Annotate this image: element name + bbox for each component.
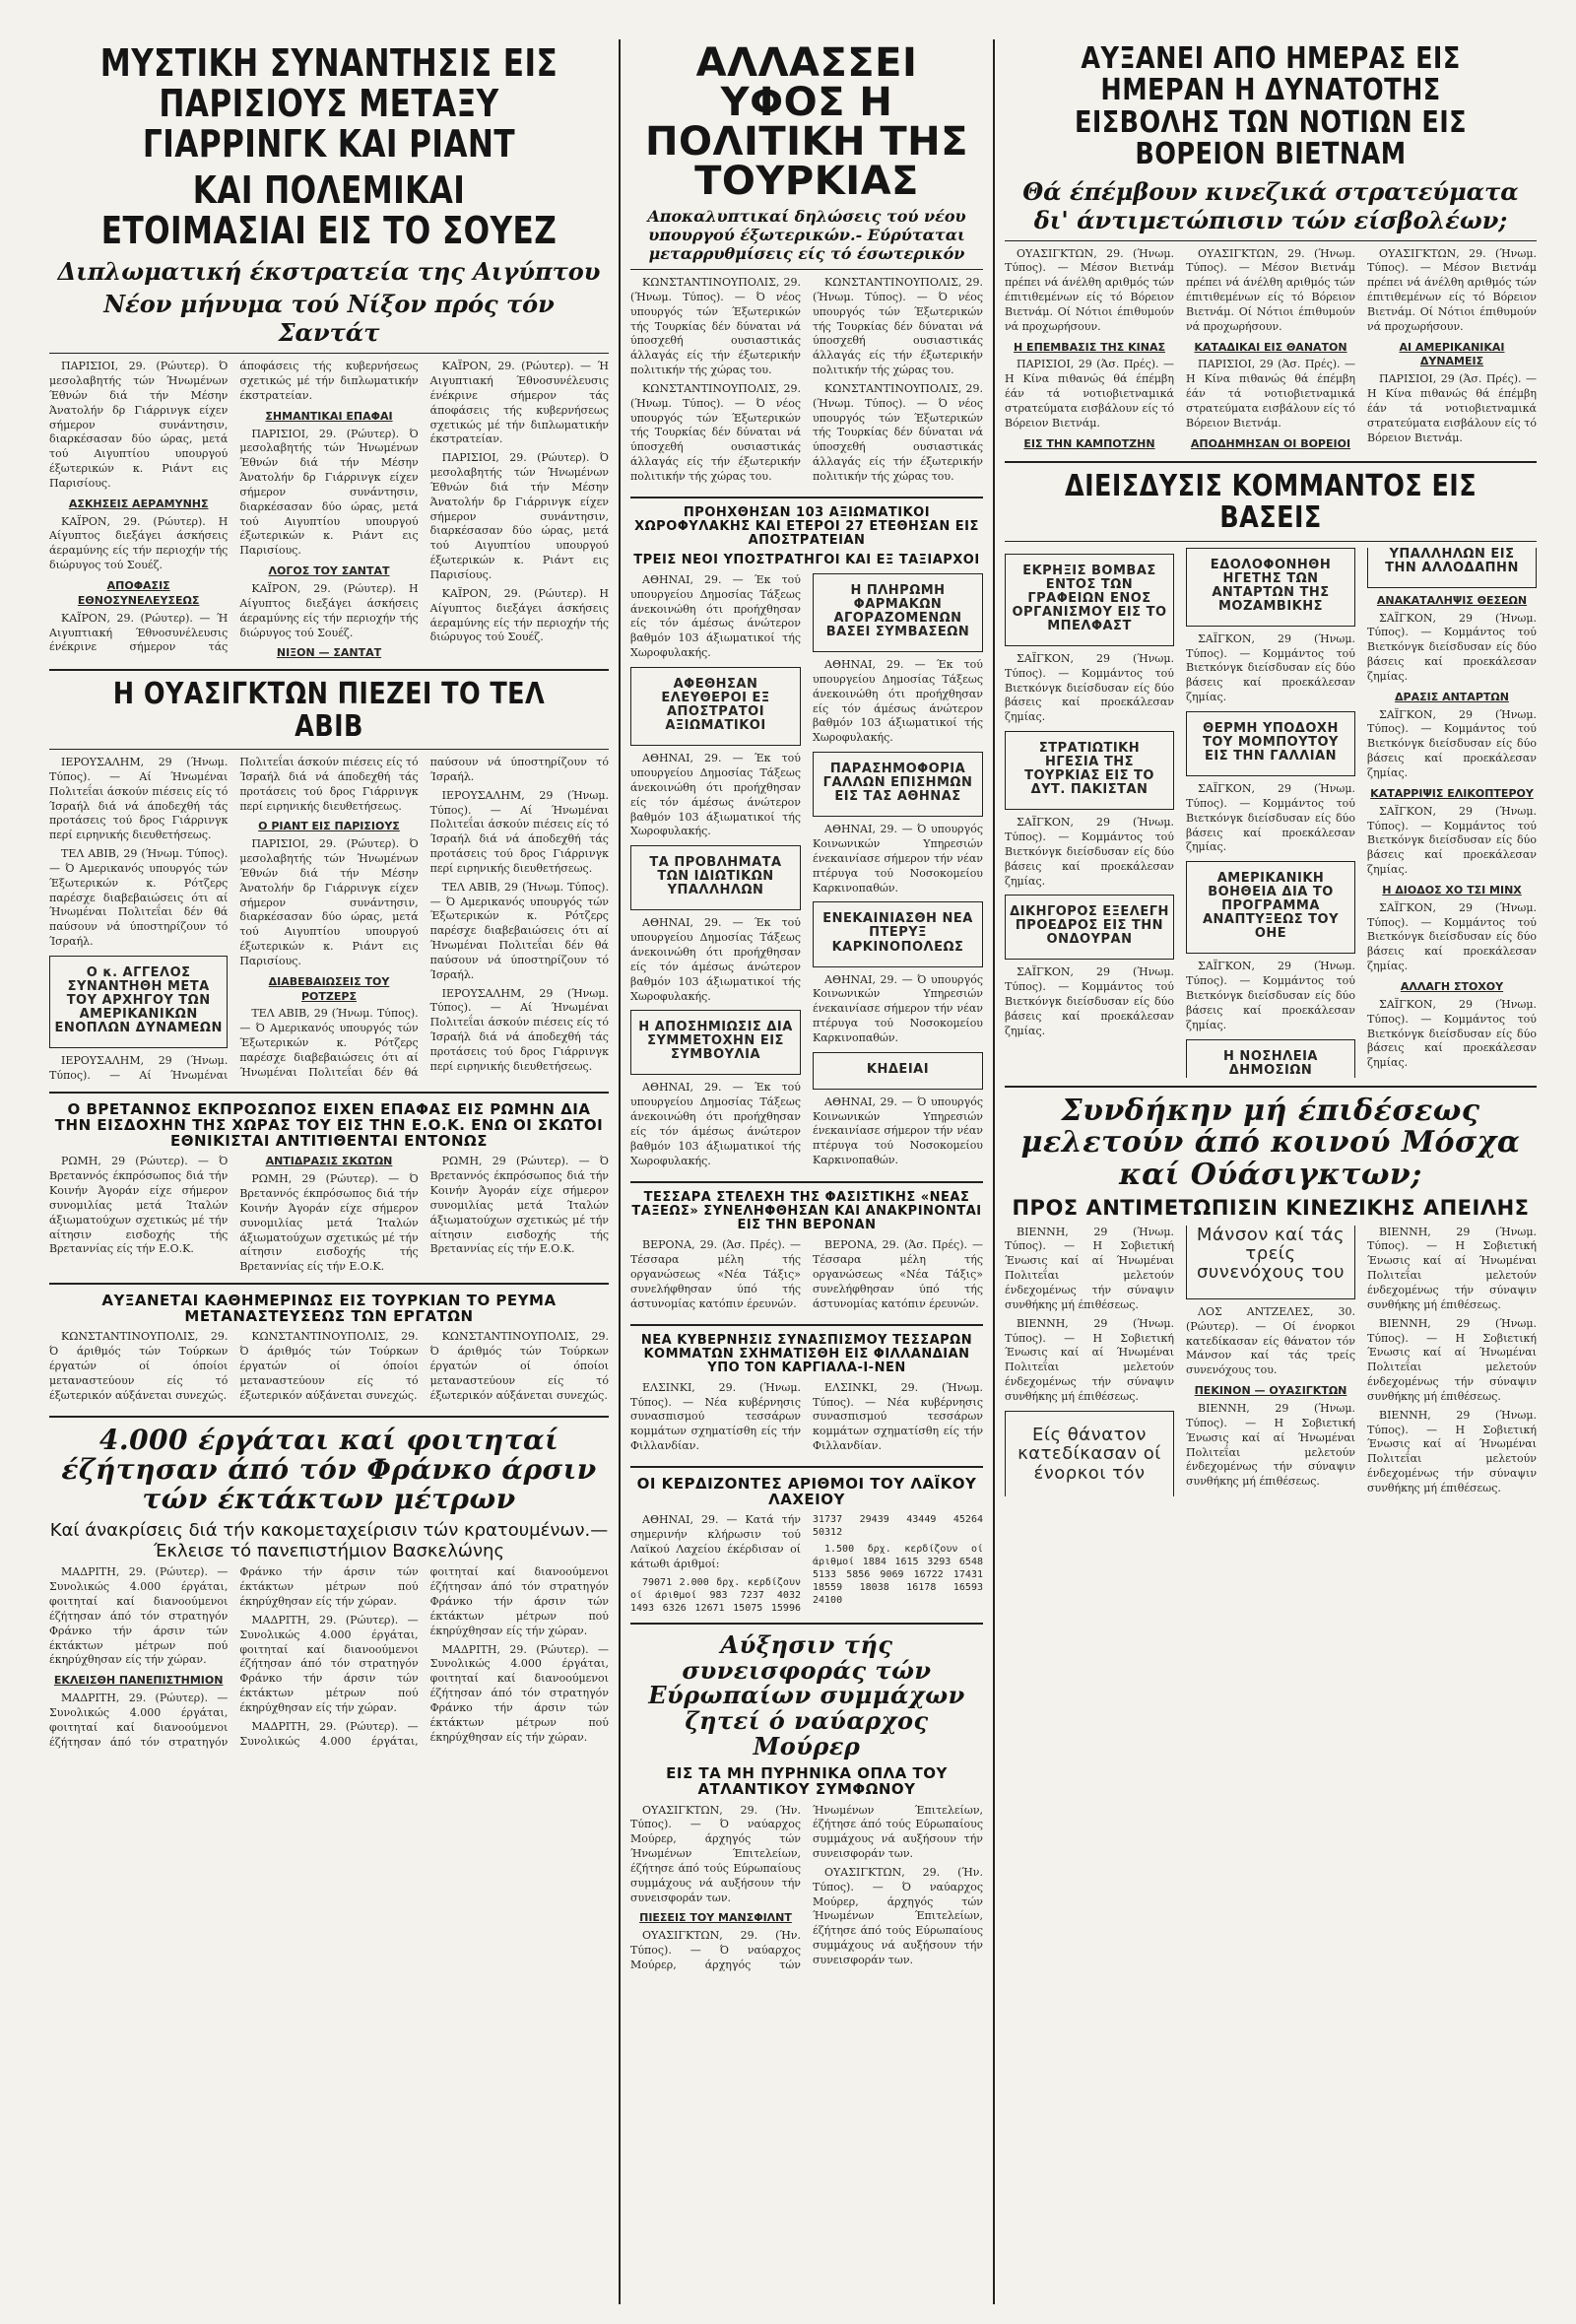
article-lottery: ΑΘΗΝΑΙ, 29. — Κατά τήν σημερινήν κλήρωσιν τού Λαϊκού Λαχείου έκέρδισαν οί κάτωθι άριθμοί: 79071 2.000 δρχ. κερδίζουν οί άριθμοί 983 7237 4032 1493 6326 12671 15075 15996 31737 29439 43449 45264 50312 1.500 δρχ. κερδίζουν οί άριθμοί 1884 1615 3293 6548 5133 5856 9069 16722 17431 18559 18038 16178 16593 24100 — [630, 1513, 983, 1614]
headline-moorer: Αύξησιν τής συνεισφοράς τών Εύρωπαίων συμμάχων ζητεί ό ναύαρχος Μούρερ — [648, 1629, 965, 1761]
article-paris-meeting: ΠΑΡΙΣΙΟΙ, 29. (Ρώυτερ). Ό μεσολαβητής τών Ήνωμένων Έθνών διά τήν Μέσην Άνατολήν δρ Γιάρρινγκ είχεν σήμερον συνάντησιν, διαρκέσασαν δύο ώρας, μετά τού Αιγυπτίου υπουργού έξωτερικών κ. Ριάντ εις Παρισίους. ΑΣΚΗΣΕΙΣ ΑΕΡΑΜΥΝΗΣ ΚΑΪΡΟΝ, 29. (Ρώυτερ). Η Αίγυπτος διεξάγει άσκήσεις άεραμύνης είς τήν περιοχήν τής διώρυγος τού Σουέζ. ΑΠΟΦΑΣΙΣ ΕΘΝΟΣΥΝΕΛΕΥΣΕΩΣ ΚΑΪΡΟΝ, 29. (Ρώυτερ). — Ή Αιγυπτιακή Έθνοσυνέλευσις ένέκρινε σήμερον τάς άποφάσεις τής κυβερνήσεως σχετικώς μέ τήν διπλωματικήν έκστρατείαν. ΣΗΜΑΝΤΙΚΑΙ ΕΠΑΦΑΙ ΠΑΡΙΣΙΟΙ, 29. (Ρώυτερ). Ό μεσολαβητής τών Ήνωμένων Έθνών διά τήν Μέσην Άνατολήν δρ Γιάρρινγκ είχεν σήμερον συνάντησιν, διαρκέσασαν δύο ώρας, μετά τού Αιγυπτίου υπουργού έξωτερικών κ. Ριάντ εις Παρισίους. ΛΟΓΟΣ ΤΟΥ ΣΑΝΤΑΤ ΚΑΪΡΟΝ, 29. (Ρώυτερ). Η Αίγυπτος διεξάγει άσκήσεις άεραμύνης είς τήν περιοχήν τής διώρυγος τού Σουέζ. ΝΙΞΟΝ — ΣΑΝΤΑΤ ΚΑΪΡΟΝ, 29. (Ρώυτερ). — Ή Αιγυπτιακή Έθνοσυνέλευσις ένέκρινε σήμερον τάς άποφάσεις τής κυβερνήσεως σχετικώς μέ τήν διπλωματικήν έκστρατείαν. ΠΑΡΙΣΙΟΙ, 29. (Ρώυτερ). Ό μεσολαβητής τών Ήνωμένων Έθνών διά τήν Μέσην Άνατολήν δρ Γιάρρινγκ είχεν σήμερον συνάντησιν, διαρκέσασαν δύο ώρας, μετά τού Αιγυπτίου υπουργού έξωτερικών κ. Ριάντ εις Παρισίους. ΚΑΪΡΟΝ, 29. (Ρώυτερ). Η Αίγυπτος διεξάγει άσκήσεις άεραμύνης είς τήν περιοχήν τής διώρυγος τού Σουέζ. — [49, 360, 609, 660]
subhead-franco: Καί άνακρίσεις διά τήν κακομεταχείρισιν τών κρατουμένων.—Έκλεισε τό πανεπιστήμιον Βασκελώνης — [49, 1520, 609, 1562]
divider — [49, 669, 609, 671]
boxed-headline-funerals: ΚΗΔΕΙΑΙ — [813, 1052, 983, 1090]
boxed-headline-hospital: ΕΝΕΚΑΙΝΙΑΣΘΗ ΝΕΑ ΠΤΕΡΥΞ ΚΑΡΚΙΝΟΠΟΛΕΩΣ — [813, 901, 983, 966]
article-moscow-washington: ΒΙΕΝΝΗ, 29 (Ήνωμ. Τύπος). — Η Σοβιετική Ένωσις καί αί Ήνωμέναι Πολιτεΐαι μελετούν ένδεχομένως τήν σύναψιν συνθήκης μή έπιθέσεως. ΒΙΕΝΝΗ, 29 (Ήνωμ. Τύπος). — Η Σοβιετική Ένωσις καί αί Ήνωμέναι Πολιτεΐαι μελετούν ένδεχομένως τήν σύναψιν συνθήκης μή έπιθέσεως. Είς θάνατον κατεδίκασαν οί ένορκοι τόν Μάνσον καί τάς τρείς συνενόχους του ΛΟΣ ΑΝΤΖΕΛΕΣ, 30. (Ρώυτερ). — Οί ένορκοι κατεδίκασαν είς θάνατον τόν Μάνσον καί τάς τρείς συνενόχους του. ΠΕΚΙΝΟΝ — ΟΥΑΣΙΓΚΤΩΝ ΒΙΕΝΝΗ, 29 (Ήνωμ. Τύπος). — Η Σοβιετική Ένωσις καί αί Ήνωμέναι Πολιτεΐαι μελετούν ένδεχομένως τήν σύναψιν συνθήκης μή έπιθέσεως. ΒΙΕΝΝΗ, 29 (Ήνωμ. Τύπος). — Η Σοβιετική Ένωσις καί αί Ήνωμέναι Πολιτεΐαι μελετούν ένδεχομένως τήν σύναψιν συνθήκης μή έπιθέσεως. ΒΙΕΝΝΗ, 29 (Ήνωμ. Τύπος). — Η Σοβιετική Ένωσις καί αί Ήνωμέναι Πολιτεΐαι μελετούν ένδεχομένως τήν σύναψιν συνθήκης μή έπιθέσεως. ΒΙΕΝΝΗ, 29 (Ήνωμ. Τύπος). — Η Σοβιετική Ένωσις καί αί Ήνωμέναι Πολιτεΐαι μελετούν ένδεχομένως τήν σύναψιν συνθήκης μή έπιθέσεως. — [1005, 1224, 1537, 1494]
article-vietnam: ΟΥΑΣΙΓΚΤΩΝ, 29. (Ήνωμ. Τύπος). — Μέσον Βιετνάμ πρέπει νά άνέλθη αριθμός τών έπιτιθεμένων είς τό Βόρειον Βιετνάμ. Οί Νότιοι έπιθυμούν νά προχωρήσουν. Η ΕΠΕΜΒΑΣΙΣ ΤΗΣ ΚΙΝΑΣ ΠΑΡΙΣΙΟΙ, 29 (Άσ. Πρές). — Η Κίνα πιθανώς θά έπέμβη έάν τά νοτιοβιετναμικά στρατεύματα εισβάλουν είς τό Βόρειον Βιετνάμ. ΕΙΣ ΤΗΝ ΚΑΜΠΟΤΖΗΝ ΟΥΑΣΙΓΚΤΩΝ, 29. (Ήνωμ. Τύπος). — Μέσον Βιετνάμ πρέπει νά άνέλθη αριθμός τών έπιτιθεμένων είς τό Βόρειον Βιετνάμ. Οί Νότιοι έπιθυμούν νά προχωρήσουν. ΚΑΤΑΔΙΚΑΙ ΕΙΣ ΘΑΝΑΤΟΝ ΠΑΡΙΣΙΟΙ, 29 (Άσ. Πρές). — Η Κίνα πιθανώς θά έπέμβη έάν τά νοτιοβιετναμικά στρατεύματα εισβάλουν είς τό Βόρειον Βιετνάμ. ΑΠΟΔΗΜΗΣΑΝ ΟΙ ΒΟΡΕΙΟΙ ΟΥΑΣΙΓΚΤΩΝ, 29. (Ήνωμ. Τύπος). — Μέσον Βιετνάμ πρέπει νά άνέλθη αριθμός τών έπιτιθεμένων είς τό Βόρειον Βιετνάμ. Οί Νότιοι έπιθυμούν νά προχωρήσουν. ΑΙ ΑΜΕΡΙΚΑΝΙΚΑΙ ΔΥΝΑΜΕΙΣ ΠΑΡΙΣΙΟΙ, 29 (Άσ. Πρές). — Η Κίνα πιθανώς θά έπέμβη έάν τά νοτιοβιετναμικά στρατεύματα εισβάλουν είς τό Βόρειον Βιετνάμ. — [1005, 246, 1537, 450]
boxed-headline-manson: Είς θάνατον κατεδίκασαν οί ένορκοι τόν Μάνσον καί τάς τρείς συνενόχους του — [1005, 1226, 1355, 1496]
article-turkish-workers: ΚΩΝΣΤΑΝΤΙΝΟΥΠΟΛΙΣ, 29. Ό άριθμός τών Τούρκων έργατών οί όποίοι μεταναστεύουν είς τό έξωτερικόν αύξάνεται συνεχώς. ΚΩΝΣΤΑΝΤΙΝΟΥΠΟΛΙΣ, 29. Ό άριθμός τών Τούρκων έργατών οί όποίοι μεταναστεύουν είς τό έξωτερικόν αύξάνεται συνεχώς. ΚΩΝΣΤΑΝΤΙΝΟΥΠΟΛΙΣ, 29. Ό άριθμός τών Τούρκων έργατών οί όποίοι μεταναστεύουν είς τό έξωτερικόν αύξάνεται συνεχώς. — [49, 1330, 609, 1402]
article-commandos: ΕΚΡΗΞΙΣ ΒΟΜΒΑΣ ΕΝΤΟΣ ΤΩΝ ΓΡΑΦΕΙΩΝ ΕΝΟΣ ΟΡΓΑΝΙΣΜΟΥ ΕΙΣ ΤΟ ΜΠΕΛΦΑΣΤ ΣΑΪΓΚΟΝ, 29 (Ήνωμ. Τύπος). — Κομμάντος τού Βιετκόνγκ διείσδυσαν είς δύο βάσεις καί προεκάλεσαν ζημίας. ΣΤΡΑΤΙΩΤΙΚΗ ΗΓΕΣΙΑ ΤΗΣ ΤΟΥΡΚΙΑΣ ΕΙΣ ΤΟ ΔΥΤ. ΠΑΚΙΣΤΑΝ ΣΑΪΓΚΟΝ, 29 (Ήνωμ. Τύπος). — Κομμάντος τού Βιετκόνγκ διείσδυσαν είς δύο βάσεις καί προεκάλεσαν ζημίας. ΔΙΚΗΓΟΡΟΣ ΕΞΕΛΕΓΗ ΠΡΟΕΔΡΟΣ ΕΙΣ ΤΗΝ ΟΝΔΟΥΡΑΝ ΣΑΪΓΚΟΝ, 29 (Ήνωμ. Τύπος). — Κομμάντος τού Βιετκόνγκ διείσδυσαν είς δύο βάσεις καί προεκάλεσαν ζημίας. ΕΔΟΛΟΦΟΝΗΘΗ ΗΓΕΤΗΣ ΤΩΝ ΑΝΤΑΡΤΩΝ ΤΗΣ ΜΟΖΑΜΒΙΚΗΣ ΣΑΪΓΚΟΝ, 29 (Ήνωμ. Τύπος). — Κομμάντος τού Βιετκόνγκ διείσδυσαν είς δύο βάσεις καί προεκάλεσαν ζημίας. ΘΕΡΜΗ ΥΠΟΔΟΧΗ ΤΟΥ ΜΟΜΠΟΥΤΟΥ ΕΙΣ ΤΗΝ ΓΑΛΛΙΑΝ ΣΑΪΓΚΟΝ, 29 (Ήνωμ. Τύπος). — Κομμάντος τού Βιετκόνγκ διείσδυσαν είς δύο βάσεις καί προεκάλεσαν ζημίας. ΑΜΕΡΙΚΑΝΙΚΗ ΒΟΗΘΕΙΑ ΔΙΑ ΤΟ ΠΡΟΓΡΑΜΜΑ ΑΝΑΠΤΥΞΕΩΣ ΤΟΥ ΟΗΕ ΣΑΪΓΚΟΝ, 29 (Ήνωμ. Τύπος). — Κομμάντος τού Βιετκόνγκ διείσδυσαν είς δύο βάσεις καί προεκάλεσαν ζημίας. Η ΝΟΣΗΛΕΙΑ ΔΗΜΟΣΙΩΝ ΥΠΑΛΛΗΛΩΝ ΕΙΣ ΤΗΝ ΑΛΛΟΔΑΠΗΝ ΑΝΑΚΑΤΑΛΗΨΙΣ ΘΕΣΕΩΝ ΣΑΪΓΚΟΝ, 29 (Ήνωμ. Τύπος). — Κομμάντος τού Βιετκόνγκ διείσδυσαν είς δύο βάσεις καί προεκάλεσαν ζημίας. ΔΡΑΣΙΣ ΑΝΤΑΡΤΩΝ ΣΑΪΓΚΟΝ, 29 (Ήνωμ. Τύπος). — Κομμάντος τού Βιετκόνγκ διείσδυσαν είς δύο βάσεις καί προεκάλεσαν ζημίας. ΚΑΤΑΡΡΙΨΙΣ ΕΛΙΚΟΠΤΕΡΟΥ ΣΑΪΓΚΟΝ, 29 (Ήνωμ. Τύπος). — Κομμάντος τού Βιετκόνγκ διείσδυσαν είς δύο βάσεις καί προεκάλεσαν ζημίας. Η ΔΙΟΔΟΣ ΧΟ ΤΣΙ ΜΙΝΧ ΣΑΪΓΚΟΝ, 29 (Ήνωμ. Τύπος). — Κομμάντος τού Βιετκόνγκ διείσδυσαν είς δύο βάσεις καί προεκάλεσαν ζημίας. ΑΛΛΑΓΗ ΣΤΟΧΟΥ ΣΑΪΓΚΟΝ, 29 (Ήνωμ. Τύπος). — Κομμάντος τού Βιετκόνγκ διείσδυσαν είς δύο βάσεις καί προεκάλεσαν ζημίας. — [1005, 546, 1537, 1078]
headline-british-eec: Ο ΒΡΕΤΑΝΝΟΣ ΕΚΠΡΟΣΩΠΟΣ ΕΙΧΕΝ ΕΠΑΦΑΣ ΕΙΣ ΡΩΜΗΝ ΔΙΑ ΤΗΝ ΕΙΣΔΟΧΗΝ ΤΗΣ ΧΩΡΑΣ ΤΟΥ ΕΙΣ ΤΗΝ Ε.Ο.Κ. ΕΝΩ ΟΙ ΣΚΩΤΟΙ ΕΘΝΙΚΙΣΤΑΙ ΑΝΤΙΤΙΘΕΝΤΑΙ ΕΝΤΟΝΩΣ — [54, 1099, 604, 1151]
subhead-turkey-policy: Αποκαλυπτικαί δηλώσεις τού νέου υπουργού έξωτερικών.- Εύρύταται μεταρρυθμίσεις είς τό έσωτερικόν — [647, 207, 966, 263]
boxed-headline-civil-servants: Η ΝΟΣΗΛΕΙΑ ΔΗΜΟΣΙΩΝ ΥΠΑΛΛΗΛΩΝ ΕΙΣ ΤΗΝ ΑΛΛΟΔΑΠΗΝ — [1186, 548, 1537, 1078]
subhead-chinese-threat: ΠΡΟΣ ΑΝΤΙΜΕΤΩΠΙΣΙΝ ΚΙΝΕΖΙΚΗΣ ΑΠΕΙΛΗΣ — [1012, 1195, 1530, 1220]
boxed-headline-decorations: ΠΑΡΑΣΗΜΟΦΟΡΙΑ ΓΑΛΛΩΝ ΕΠΙΣΗΜΩΝ ΕΙΣ ΤΑΣ ΑΘΗΝΑΣ — [813, 752, 983, 817]
article-franco: ΜΑΔΡΙΤΗ, 29. (Ρώυτερ). — Συνολικώς 4.000 έργάται, φοιτηταί καί διανοούμενοι έζήτησαν άπό τόν στρατηγόν Φράνκο τήν άρσιν τών έκτάκτων μέτρων πού έκηρύχθησαν είς τήν χώραν. ΕΚΛΕΙΣΘΗ ΠΑΝΕΠΙΣΤΗΜΙΟΝ ΜΑΔΡΙΤΗ, 29. (Ρώυτερ). — Συνολικώς 4.000 έργάται, φοιτηταί καί διανοούμενοι έζήτησαν άπό τόν στρατηγόν Φράνκο τήν άρσιν τών έκτάκτων μέτρων πού έκηρύχθησαν είς τήν χώραν. ΜΑΔΡΙΤΗ, 29. (Ρώυτερ). — Συνολικώς 4.000 έργάται, φοιτηταί καί διανοούμενοι έζήτησαν άπό τόν στρατηγόν Φράνκο τήν άρσιν τών έκτάκτων μέτρων πού έκηρύχθησαν είς τήν χώραν. ΜΑΔΡΙΤΗ, 29. (Ρώυτερ). — Συνολικώς 4.000 έργάται, φοιτηταί καί διανοούμενοι έζήτησαν άπό τόν στρατηγόν Φράνκο τήν άρσιν τών έκτάκτων μέτρων πού έκηρύχθησαν είς τήν χώραν. ΜΑΔΡΙΤΗ, 29. (Ρώυτερ). — Συνολικώς 4.000 έργάται, φοιτηταί καί διανοούμενοι έζήτησαν άπό τόν στρατηγόν Φράνκο τήν άρσιν τών έκτάκτων μέτρων πού έκηρύχθησαν είς τήν χώραν. — [49, 1565, 609, 1749]
article-washington-pressure: ΙΕΡΟΥΣΑΛΗΜ, 29 (Ήνωμ. Τύπος). — Αί Ήνωμέναι Πολιτεΐαι άσκούν πιέσεις είς τό Ίσραήλ διά νά άποδεχθή τάς προτάσεις τού δρος Γιάρρινγκ περί ειρηνικής διευθετήσεως. ΤΕΛ ΑΒΙΒ, 29 (Ήνωμ. Τύπος). — Ό Αμερικανός υπουργός τών Έξωτερικών κ. Ρότζερς παρέσχε διαβεβαιώσεις ότι αί Ήνωμέναι Πολιτεΐαι δέν θά παύσουν νά ύποστηρίζουν τό Ίσραήλ. Ο κ. ΑΓΓΕΛΟΣ ΣΥΝΑΝΤΗΘΗ ΜΕΤΑ ΤΟΥ ΑΡΧΗΓΟΥ ΤΩΝ ΑΜΕΡΙΚΑΝΙΚΩΝ ΕΝΟΠΛΩΝ ΔΥΝΑΜΕΩΝ ΙΕΡΟΥΣΑΛΗΜ, 29 (Ήνωμ. Τύπος). — Αί Ήνωμέναι Πολιτεΐαι άσκούν πιέσεις είς τό Ίσραήλ διά νά άποδεχθή τάς προτάσεις τού δρος Γιάρρινγκ περί ειρηνικής διευθετήσεως. Ο ΡΙΑΝΤ ΕΙΣ ΠΑΡΙΣΙΟΥΣ ΠΑΡΙΣΙΟΙ, 29. (Ρώυτερ). Ό μεσολαβητής τών Ήνωμένων Έθνών διά τήν Μέσην Άνατολήν δρ Γιάρρινγκ είχεν σήμερον συνάντησιν, διαρκέσασαν δύο ώρας, μετά τού Αιγυπτίου υπουργού έξωτερικών κ. Ριάντ εις Παρισίους. ΔΙΑΒΕΒΑΙΩΣΕΙΣ ΤΟΥ ΡΟΤΖΕΡΣ ΤΕΛ ΑΒΙΒ, 29 (Ήνωμ. Τύπος). — Ό Αμερικανός υπουργός τών Έξωτερικών κ. Ρότζερς παρέσχε διαβεβαιώσεις ότι αί Ήνωμέναι Πολιτεΐαι δέν θά παύσουν νά ύποστηρίζουν τό Ίσραήλ. ΙΕΡΟΥΣΑΛΗΜ, 29 (Ήνωμ. Τύπος). — Αί Ήνωμέναι Πολιτεΐαι άσκούν πιέσεις είς τό Ίσραήλ διά νά άποδεχθή τάς προτάσεις τού δρος Γιάρρινγκ περί ειρηνικής διευθετήσεως. ΤΕΛ ΑΒΙΒ, 29 (Ήνωμ. Τύπος). — Ό Αμερικανός υπουργός τών Έξωτερικών κ. Ρότζερς παρέσχε διαβεβαιώσεις ότι αί Ήνωμέναι Πολιτεΐαι δέν θά παύσουν νά ύποστηρίζουν τό Ίσραήλ. ΙΕΡΟΥΣΑΛΗΜ, 29 (Ήνωμ. Τύπος). — Αί Ήνωμέναι Πολιτεΐαι άσκούν πιέσεις είς τό Ίσραήλ διά νά άποδεχθή τάς προτάσεις τού δρος Γιάρρινγκ περί ειρηνικής διευθετήσεως. — [49, 755, 609, 1082]
subhead-moorer: ΕΙΣ ΤΑ ΜΗ ΠΥΡΗΝΙΚΑ ΟΠΛΑ ΤΟΥ ΑΤΛΑΝΤΙΚΟΥ ΣΥΜΦΩΝΟΥ — [666, 1764, 948, 1799]
headline-lottery: ΟΙ ΚΕΡΔΙΖΟΝΤΕΣ ΑΡΙΘΜΟΙ ΤΟΥ ΛΑΪΚΟΥ ΛΑΧΕΙΟΥ — [636, 1474, 977, 1509]
divider — [630, 1623, 983, 1625]
article-new-order: ΒΕΡΟΝΑ, 29. (Άσ. Πρές). — Τέσσαρα μέλη τής οργανώσεως «Νέα Τάξις» συνελήφθησαν ύπό τής άστυνομίας κατόπιν έρευνών. ΒΕΡΟΝΑ, 29. (Άσ. Πρές). — Τέσσαρα μέλη τής οργανώσεως «Νέα Τάξις» συνελήφθησαν ύπό τής άστυνομίας κατόπιν έρευνών. — [630, 1238, 983, 1310]
boxed-headline-officers: ΑΦΕΘΗΣΑΝ ΕΛΕΥΘΕΡΟΙ ΕΞ ΑΠΟΣΤΡΑΤΟΙ ΑΞΙΩΜΑΤΙΚΟΙ — [630, 667, 801, 746]
subhead-egypt-campaign: Διπλωματική έκστρατεία της Αιγύπτου — [57, 257, 601, 287]
boxed-headline-compensation: Η ΑΠΟΣΗΜΙΩΣΙΣ ΔΙΑ ΣΥΜΜΕΤΟΧΗΝ ΕΙΣ ΣΥΜΒΟΥΛΙΑ — [630, 1010, 801, 1075]
headline-finland: ΝΕΑ ΚΥΒΕΡΝΗΣΙΣ ΣΥΝΑΣΠΙΣΜΟΥ ΤΕΣΣΑΡΩΝ ΚΟΜΜΑΤΩΝ ΣΧΗΜΑΤΙΣΘΗ ΕΙΣ ΦΙΛΛΑΝΔΙΑΝ ΥΠΟ ΤΟΝ ΚΑΡΓΙΑΛΑ-Ι-ΝΕΝ — [640, 1332, 973, 1375]
boxed-headline-pakistan: ΣΤΡΑΤΙΩΤΙΚΗ ΗΓΕΣΙΑ ΤΗΣ ΤΟΥΡΚΙΑΣ ΕΙΣ ΤΟ ΔΥΤ. ΠΑΚΙΣΤΑΝ — [1005, 731, 1174, 810]
headline-generals: ΤΡΕΙΣ ΝΕΟΙ ΥΠΟΣΤΡΑΤΗΓΟΙ ΚΑΙ ΕΞ ΤΑΞΙΑΡΧΟΙ — [633, 552, 980, 567]
boxed-headline-angelos: Ο κ. ΑΓΓΕΛΟΣ ΣΥΝΑΝΤΗΘΗ ΜΕΤΑ ΤΟΥ ΑΡΧΗΓΟΥ ΤΩΝ ΑΜΕΡΙΚΑΝΙΚΩΝ ΕΝΟΠΛΩΝ ΔΥΝΑΜΕΩΝ — [49, 956, 228, 1048]
headline-moscow-washington: Συνδήκην μή έπιδέσεως μελετούν άπό κοινού Μόσχα καί Ούάσιγκτων; — [1020, 1093, 1521, 1192]
column-middle — [621, 39, 995, 2304]
article-turkey-policy: ΚΩΝΣΤΑΝΤΙΝΟΥΠΟΛΙΣ, 29. (Ήνωμ. Τύπος). — Ό νέος υπουργός τών Έξωτερικών τής Τουρκίας δέν δύναται νά ύποσχεθή ουσιαστικάς άλλαγάς είς τήν έξωτερικήν πολιτικήν τής χώρας του. ΚΩΝΣΤΑΝΤΙΝΟΥΠΟΛΙΣ, 29. (Ήνωμ. Τύπος). — Ό νέος υπουργός τών Έξωτερικών τής Τουρκίας δέν δύναται νά ύποσχεθή ουσιαστικάς άλλαγάς είς τήν έξωτερικήν πολιτικήν τής χώρας του. ΚΩΝΣΤΑΝΤΙΝΟΥΠΟΛΙΣ, 29. (Ήνωμ. Τύπος). — Ό νέος υπουργός τών Έξωτερικών τής Τουρκίας δέν δύναται νά ύποσχεθή ουσιαστικάς άλλαγάς είς τήν έξωτερικήν πολιτικήν τής χώρας του. ΚΩΝΣΤΑΝΤΙΝΟΥΠΟΛΙΣ, 29. (Ήνωμ. Τύπος). — Ό νέος υπουργός τών Έξωτερικών τής Τουρκίας δέν δύναται νά ύποσχεθή ουσιαστικάς άλλαγάς είς τήν έξωτερικήν πολιτικήν τής χώρας του. — [630, 276, 983, 483]
divider — [630, 1181, 983, 1183]
divider — [630, 1466, 983, 1468]
subhead-vietnam: Θά έπέμβουν κινεζικά στρατεύματα δι' άντιμετώπισιν τών είσβολέων; — [1022, 176, 1519, 234]
column-right — [995, 39, 1546, 2304]
headline-washington-pressure: Η ΟΥΑΣΙΓΚΤΩΝ ΠΙΕΖΕΙ ΤΟ ΤΕΛ ΑΒΙΒ — [112, 677, 546, 744]
article-moorer: ΟΥΑΣΙΓΚΤΩΝ, 29. (Ήν. Τύπος). — Ό ναύαρχος Μούρερ, άρχηγός τών Ήνωμένων Έπιτελείων, έζήτησε άπό τούς Εύρωπαίους συμμάχους νά αυξήσουν τήν συνεισφοράν των. ΠΙΕΣΕΙΣ ΤΟΥ ΜΑΝΣΦΙΛΝΤ ΟΥΑΣΙΓΚΤΩΝ, 29. (Ήν. Τύπος). — Ό ναύαρχος Μούρερ, άρχηγός τών Ήνωμένων Έπιτελείων, έζήτησε άπό τούς Εύρωπαίους συμμάχους νά αυξήσουν τήν συνεισφοράν των. ΟΥΑΣΙΓΚΤΩΝ, 29. (Ήν. Τύπος). — Ό ναύαρχος Μούρερ, άρχηγός τών Ήνωμένων Έπιτελείων, έζήτησε άπό τούς Εύρωπαίους συμμάχους νά αυξήσουν τήν συνεισφοράν των. — [630, 1803, 983, 1971]
lottery-numbers-1: 79071 2.000 δρχ. κερδίζουν οί άριθμοί 983 7237 4032 1493 6326 12671 15075 15996 31737 29439 43449 45264 50312 — [630, 1514, 983, 1614]
divider — [1005, 461, 1537, 463]
divider — [49, 1092, 609, 1094]
boxed-headline-employees: ΤΑ ΠΡΟΒΛΗΜΑΤΑ ΤΩΝ ΙΔΙΩΤΙΚΩΝ ΥΠΑΛΛΗΛΩΝ — [630, 845, 801, 910]
article-finland: ΕΛΣΙΝΚΙ, 29. (Ήνωμ. Τύπος). — Νέα κυβέρνησις συνασπισμού τεσσάρων κομμάτων σχηματίσθη είς τήν Φιλλανδίαν. ΕΛΣΙΝΚΙ, 29. (Ήνωμ. Τύπος). — Νέα κυβέρνησις συνασπισμού τεσσάρων κομμάτων σχηματίσθη είς τήν Φιλλανδίαν. — [630, 1380, 983, 1453]
boxed-headline-un-aid: ΑΜΕΡΙΚΑΝΙΚΗ ΒΟΗΘΕΙΑ ΔΙΑ ΤΟ ΠΡΟΓΡΑΜΜΑ ΑΝΑΠΤΥΞΕΩΣ ΤΟΥ ΟΗΕ — [1186, 861, 1355, 954]
headline-franco: 4.000 έργάται καί φοιτηταί έζήτησαν άπό τόν Φράνκο άρσιν τών έκτάκτων μέτρων — [61, 1423, 597, 1516]
divider — [630, 269, 983, 270]
headline-gendarmerie: ΠΡΟΗΧΘΗΣΑΝ 103 ΑΞΙΩΜΑΤΙΚΟΙ ΧΩΡΟΦΥΛΑΚΗΣ ΚΑΙ ΕΤΕΡΟΙ 27 ΕΤΕΘΗΣΑΝ ΕΙΣ ΑΠΟΣΤΡΑΤΕΙΑΝ — [634, 504, 979, 548]
divider — [49, 1416, 609, 1418]
headline-turkey-policy: ΑΛΛΑΣΣΕΙ ΥΦΟΣ Η ΠΟΛΙΤΙΚΗ ΤΗΣ ΤΟΥΡΚΙΑΣ — [645, 40, 968, 204]
article-british-eec: ΡΩΜΗ, 29 (Ρώυτερ). — Ό Βρεταννός έκπρόσωπος διά τήν Κοινήν Άγοράν είχε σήμερον συνομιλίας μετά Ίταλών άξιωματούχων σχετικώς μέ τήν αίτησιν εισδοχής τής Βρεταννίας είς τήν Ε.Ο.Κ. ΑΝΤΙΔΡΑΣΙΣ ΣΚΩΤΩΝ ΡΩΜΗ, 29 (Ρώυτερ). — Ό Βρεταννός έκπρόσωπος διά τήν Κοινήν Άγοράν είχε σήμερον συνομιλίας μετά Ίταλών άξιωματούχων σχετικώς μέ τήν αίτησιν εισδοχής τής Βρεταννίας είς τήν Ε.Ο.Κ. ΡΩΜΗ, 29 (Ρώυτερ). — Ό Βρεταννός έκπρόσωπος διά τήν Κοινήν Άγοράν είχε σήμερον συνομιλίας μετά Ίταλών άξιωματούχων σχετικώς μέ τήν αίτησιν εισδοχής τής Βρεταννίας είς τήν Ε.Ο.Κ. — [49, 1155, 609, 1274]
divider — [630, 497, 983, 498]
boxed-headline-medicines: Η ΠΛΗΡΩΜΗ ΦΑΡΜΑΚΩΝ ΑΓΟΡΑΖΟΜΕΝΩΝ ΒΑΣΕΙ ΣΥΜΒΑΣΕΩΝ — [813, 573, 983, 652]
column-left — [39, 39, 621, 2304]
divider — [1005, 541, 1537, 542]
article-gendarmerie: ΑΘΗΝΑΙ, 29. — Έκ τού υπουργείου Δημοσίας Τάξεως άνεκοινώθη ότι προήχθησαν είς τόν άμέσως άνώτερον βαθμόν 103 άξιωματικοί τής Χωροφυλακής. ΑΦΕΘΗΣΑΝ ΕΛΕΥΘΕΡΟΙ ΕΞ ΑΠΟΣΤΡΑΤΟΙ ΑΞΙΩΜΑΤΙΚΟΙ ΑΘΗΝΑΙ, 29. — Έκ τού υπουργείου Δημοσίας Τάξεως άνεκοινώθη ότι προήχθησαν είς τόν άμέσως άνώτερον βαθμόν 103 άξιωματικοί τής Χωροφυλακής. ΤΑ ΠΡΟΒΛΗΜΑΤΑ ΤΩΝ ΙΔΙΩΤΙΚΩΝ ΥΠΑΛΛΗΛΩΝ ΑΘΗΝΑΙ, 29. — Έκ τού υπουργείου Δημοσίας Τάξεως άνεκοινώθη ότι προήχθησαν είς τόν άμέσως άνώτερον βαθμόν 103 άξιωματικοί τής Χωροφυλακής. Η ΑΠΟΣΗΜΙΩΣΙΣ ΔΙΑ ΣΥΜΜΕΤΟΧΗΝ ΕΙΣ ΣΥΜΒΟΥΛΙΑ ΑΘΗΝΑΙ, 29. — Έκ τού υπουργείου Δημοσίας Τάξεως άνεκοινώθη ότι προήχθησαν είς τόν άμέσως άνώτερον βαθμόν 103 άξιωματικοί τής Χωροφυλακής. Η ΠΛΗΡΩΜΗ ΦΑΡΜΑΚΩΝ ΑΓΟΡΑΖΟΜΕΝΩΝ ΒΑΣΕΙ ΣΥΜΒΑΣΕΩΝ ΑΘΗΝΑΙ, 29. — Έκ τού υπουργείου Δημοσίας Τάξεως άνεκοινώθη ότι προήχθησαν είς τόν άμέσως άνώτερον βαθμόν 103 άξιωματικοί τής Χωροφυλακής. ΠΑΡΑΣΗΜΟΦΟΡΙΑ ΓΑΛΛΩΝ ΕΠΙΣΗΜΩΝ ΕΙΣ ΤΑΣ ΑΘΗΝΑΣ ΑΘΗΝΑΙ, 29. — Ό υπουργός Κοινωνικών Υπηρεσιών ένεκαινίασε σήμερον τήν νέαν πτέρυγα τού Νοσοκομείου Καρκινοπαθών. ΕΝΕΚΑΙΝΙΑΣΘΗ ΝΕΑ ΠΤΕΡΥΞ ΚΑΡΚΙΝΟΠΟΛΕΩΣ ΑΘΗΝΑΙ, 29. — Ό υπουργός Κοινωνικών Υπηρεσιών ένεκαινίασε σήμερον τήν νέαν πτέρυγα τού Νοσοκομείου Καρκινοπαθών. ΚΗΔΕΙΑΙ ΑΘΗΝΑΙ, 29. — Ό υπουργός Κοινωνικών Υπηρεσιών ένεκαινίασε σήμερον τήν νέαν πτέρυγα τού Νοσοκομείου Καρκινοπαθών. — [630, 572, 983, 1167]
divider — [49, 1283, 609, 1285]
headline-vietnam: ΑΥΞΑΝΕΙ ΑΠΟ ΗΜΕΡΑΣ ΕΙΣ ΗΜΕΡΑΝ Η ΔΥΝΑΤΟΤΗΣ ΕΙΣΒΟΛΗΣ ΤΩΝ ΝΟΤΙΩΝ ΕΙΣ ΒΟΡΕΙΟΝ ΒΙΕΤΝΑΜ — [1074, 41, 1468, 172]
boxed-headline-mobutu: ΘΕΡΜΗ ΥΠΟΔΟΧΗ ΤΟΥ ΜΟΜΠΟΥΤΟΥ ΕΙΣ ΤΗΝ ΓΑΛΛΙΑΝ — [1186, 711, 1355, 776]
boxed-headline-belfast: ΕΚΡΗΞΙΣ ΒΟΜΒΑΣ ΕΝΤΟΣ ΤΩΝ ΓΡΑΦΕΙΩΝ ΕΝΟΣ ΟΡΓΑΝΙΣΜΟΥ ΕΙΣ ΤΟ ΜΠΕΛΦΑΣΤ — [1005, 554, 1174, 646]
divider — [49, 353, 609, 354]
headline-new-order: ΤΕΣΣΑΡΑ ΣΤΕΛΕΧΗ ΤΗΣ ΦΑΣΙΣΤΙΚΗΣ «ΝΕΑΣ ΤΑΞΕΩΣ» ΣΥΝΕΛΗΦΘΗΣΑΝ ΚΑΙ ΑΝΑΚΡΙΝΟΝΤΑΙ ΕΙΣ ΤΗΝ ΒΕΡΟΝΑΝ — [631, 1190, 982, 1233]
divider — [1005, 240, 1537, 241]
divider — [630, 1324, 983, 1326]
subhead-nixon-message: Νέον μήνυμα τού Νίξον πρός τόν Σαντάτ — [103, 290, 555, 348]
headline-turkish-workers: ΑΥΞΑΝΕΤΑΙ ΚΑΘΗΜΕΡΙΝΩΣ ΕΙΣ ΤΟΥΡΚΙΑΝ ΤΟ ΡΕΥΜΑ ΜΕΤΑΝΑΣΤΕΥΣΕΩΣ ΤΩΝ ΕΡΓΑΤΩΝ — [101, 1292, 557, 1326]
headline-commandos: ΔΙΕΙΣΔΥΣΙΣ ΚΟΜΜΑΝΤΟΣ ΕΙΣ ΒΑΣΕΙΣ — [1064, 468, 1478, 536]
divider — [49, 749, 609, 750]
boxed-headline-honduras: ΔΙΚΗΓΟΡΟΣ ΕΞΕΛΕΓΗ ΠΡΟΕΔΡΟΣ ΕΙΣ ΤΗΝ ΟΝΔΟΥΡΑΝ — [1005, 895, 1174, 960]
headline-suez: ΚΑΙ ΠΟΛΕΜΙΚΑΙ ΕΤΟΙΜΑΣΙΑΙ ΕΙΣ ΤΟ ΣΟΥΕΖ — [100, 168, 558, 253]
boxed-headline-mozambique: ΕΔΟΛΟΦΟΝΗΘΗ ΗΓΕΤΗΣ ΤΩΝ ΑΝΤΑΡΤΩΝ ΤΗΣ ΜΟΖΑΜΒΙΚΗΣ — [1186, 548, 1355, 627]
divider — [1005, 1086, 1537, 1088]
lottery-numbers-2: 1.500 δρχ. κερδίζουν οί άριθμοί 1884 1615 3293 6548 5133 5856 9069 16722 17431 18559 18038 16178 16593 24100 — [813, 1544, 983, 1607]
headline-paris-meeting: ΜΥΣΤΙΚΗ ΣΥΝΑΝΤΗΣΙΣ ΕΙΣ ΠΑΡΙΣΙΟΥΣ ΜΕΤΑΞΥ ΓΙΑΡΡΙΝΓΚ ΚΑΙ ΡΙΑΝΤ — [99, 41, 558, 166]
